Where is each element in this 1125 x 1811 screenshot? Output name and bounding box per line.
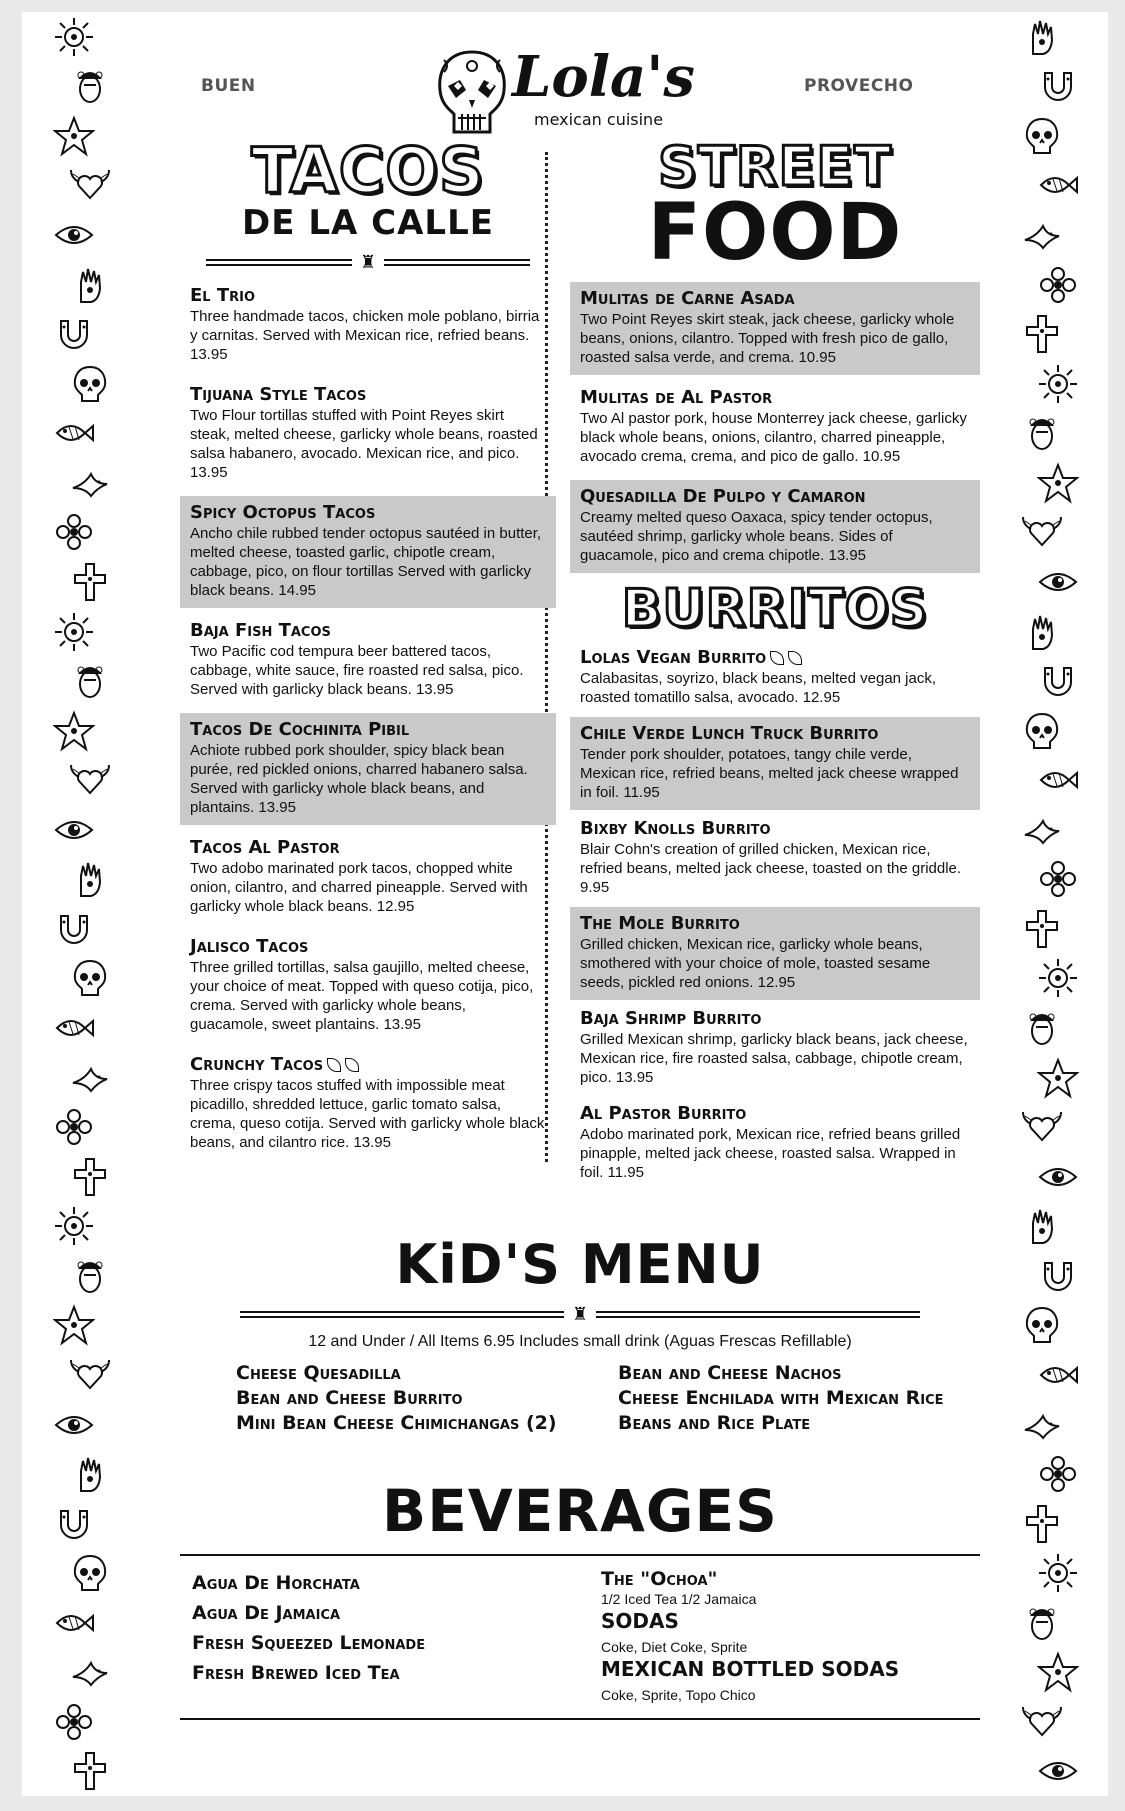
mexican-sodas-desc: Coke, Sprite, Topo Chico	[600, 1687, 756, 1703]
menu-item	[180, 1048, 556, 1160]
menu-item	[570, 641, 980, 715]
star-icon	[52, 709, 96, 753]
menu-item-description: Grilled Mexican shrimp, garlicky black beans, jack cheese, Mexican rice, fire roasted salsa, cabbage, chipotle cream, pico. 13.95	[580, 1031, 968, 1086]
right-decorative-border	[990, 12, 1108, 1796]
skull-icon	[1020, 709, 1064, 753]
hand-icon	[1020, 1205, 1064, 1249]
menu-item	[180, 279, 556, 372]
beverages-rule-top	[180, 1554, 980, 1556]
sodas-title: SODAS	[600, 1609, 679, 1633]
menu-item	[180, 713, 556, 825]
menu-item-name	[580, 1103, 970, 1125]
vegan-leaf-icon	[345, 1058, 359, 1072]
winged-heart-icon	[1020, 1105, 1064, 1149]
cross-icon	[68, 560, 112, 604]
menu-item-name	[580, 387, 970, 409]
bird-icon	[1020, 808, 1064, 852]
kids-items	[180, 1361, 980, 1436]
beverages-rule-bottom	[180, 1718, 980, 1720]
sun-icon	[1036, 362, 1080, 406]
flower-icon	[52, 511, 96, 555]
menu-item-name-text: Mulitas de Carne Asada	[580, 288, 795, 309]
flower-icon	[52, 1105, 96, 1149]
left-decorative-border	[22, 12, 140, 1796]
winged-heart-icon	[1020, 1700, 1064, 1744]
menu-item-name-text: Lolas Vegan Burrito	[580, 647, 767, 668]
skull-icon	[1020, 114, 1064, 158]
bird-icon	[1020, 213, 1064, 257]
portrait-icon	[68, 1254, 112, 1298]
menu-item-name-text: Tijuana Style Tacos	[190, 384, 367, 405]
menu-item-name	[190, 719, 546, 741]
cross-icon	[1020, 907, 1064, 951]
menu-item-name	[580, 818, 970, 840]
menu-item-name	[190, 384, 546, 406]
portrait-icon	[1020, 1006, 1064, 1050]
kids-section	[180, 1233, 980, 1436]
menu-item	[570, 717, 980, 810]
kids-note: 12 and Under / All Items 6.95 Includes small drink (Aguas Frescas Refillable)	[308, 1333, 852, 1350]
menu-item-description: Creamy melted queso Oaxaca, spicy tender octopus, sautéed shrimp, garlicky whole beans. Sides of guacamole, pico and crema chipotle. 13.95	[580, 509, 933, 564]
menu-item-description: Two adobo marinated pork tacos, chopped white onion, cilantro, and charred pineapple. Served with garlicky whole black beans. 12.95	[190, 860, 528, 915]
vegan-leaf-icon	[327, 1058, 341, 1072]
menu-item-description: Ancho chile rubbed tender octopus sautéed in butter, melted cheese, toasted garlic, chipotle cream, cabbage, pico, on flour tortillas Served with garlicky black beans. 14.95	[190, 525, 542, 599]
hand-icon	[1020, 610, 1064, 654]
tacos-section	[180, 134, 556, 1166]
bird-icon	[1020, 1403, 1064, 1447]
sun-icon	[52, 15, 96, 59]
winged-heart-icon	[68, 164, 112, 208]
flower-icon	[52, 1700, 96, 1744]
menu-item	[570, 907, 980, 1000]
kids-right-list	[598, 1361, 980, 1436]
beverage-item: Fresh Brewed Iced Tea	[192, 1662, 400, 1684]
portrait-icon	[68, 65, 112, 109]
ochoa-desc: 1/2 Iced Tea 1/2 Jamaica	[600, 1591, 757, 1607]
menu-item-name-text: Al Pastor Burrito	[580, 1103, 747, 1124]
sugar-skull-icon	[432, 46, 512, 138]
street-section	[570, 135, 980, 1192]
eye-icon	[1036, 1750, 1080, 1794]
hand-icon	[68, 858, 112, 902]
tacos-list	[180, 279, 556, 1160]
vegan-leaf-icon	[770, 651, 784, 665]
horseshoe-icon	[52, 907, 96, 951]
beverages-left-list	[180, 1568, 591, 1704]
menu-item	[570, 282, 980, 375]
menu-item	[180, 496, 556, 608]
mexican-sodas-title: MEXICAN BOTTLED SODAS	[600, 1657, 900, 1681]
menu-item-name-text: Bixby Knolls Burrito	[580, 818, 771, 839]
fish-icon	[1036, 758, 1080, 802]
cross-icon	[68, 1155, 112, 1199]
menu-item	[180, 831, 556, 924]
sun-icon	[1036, 957, 1080, 1001]
eye-icon	[52, 1403, 96, 1447]
bird-icon	[68, 1651, 112, 1695]
tacos-subtitle: DE LA CALLE	[242, 203, 494, 243]
sodas-desc: Coke, Diet Coke, Sprite	[600, 1639, 748, 1655]
horseshoe-icon	[52, 312, 96, 356]
menu-item-name	[580, 288, 970, 310]
menu-item-name	[580, 913, 970, 935]
skull-icon	[68, 957, 112, 1001]
menu-item-name-text: Spicy Octopus Tacos	[190, 502, 376, 523]
cross-icon	[68, 1750, 112, 1794]
menu-item-name	[190, 285, 546, 307]
bird-icon	[68, 1056, 112, 1100]
menu-item-name-text: The Mole Burrito	[580, 913, 740, 934]
menu-item-name-text: Tacos Al Pastor	[190, 837, 340, 858]
star-icon	[1036, 461, 1080, 505]
portrait-icon	[1020, 1601, 1064, 1645]
menu-item	[180, 378, 556, 490]
beverages-section	[180, 1477, 980, 1720]
beverages-title: BEVERAGES	[382, 1477, 778, 1545]
menu-item	[570, 1002, 980, 1095]
hand-icon	[1020, 15, 1064, 59]
horseshoe-icon	[52, 1502, 96, 1546]
fish-icon	[52, 1006, 96, 1050]
menu-item-name-text: Mulitas de Al Pastor	[580, 387, 773, 408]
menu-item-description: Two Al pastor pork, house Monterrey jack cheese, garlicky black whole beans, onions, cilantro, charred pineapple, avocado crema, crema, and pico de gallo. 10.95	[580, 410, 967, 465]
header-provecho: PROVECHO	[804, 76, 914, 96]
tacos-title: TACOS	[251, 134, 485, 207]
burritos-title: BURRITOS	[621, 579, 929, 639]
eye-icon	[52, 213, 96, 257]
star-icon	[1036, 1056, 1080, 1100]
menu-item-description: Grilled chicken, Mexican rice, garlicky whole beans, smothered with your choice of mole, toasted sesame seeds, pickled red onions. 12.95	[580, 936, 931, 991]
menu-item	[570, 381, 980, 474]
street-subtitle: FOOD	[647, 188, 903, 278]
street-title: STREET	[658, 135, 892, 198]
menu-item	[180, 614, 556, 707]
flower-icon	[1036, 1452, 1080, 1496]
menu-item-description: Achiote rubbed pork shoulder, spicy black bean purée, red pickled onions, charred habanero salsa. Served with garlicky whole black beans, and plantains. 13.95	[190, 742, 528, 816]
logo-name: Lola's	[512, 44, 695, 110]
eye-icon	[1036, 1155, 1080, 1199]
portrait-icon	[1020, 412, 1064, 456]
beverages-right-list	[591, 1568, 980, 1704]
menu-item-description: Two Flour tortillas stuffed with Point Reyes skirt steak, melted cheese, garlicky whole beans, roasted salsa habanero, avocado. Mexican rice, and pico. 13.95	[190, 407, 538, 481]
kids-menu-item: Bean and Cheese Burrito	[236, 1387, 463, 1409]
sun-icon	[52, 1205, 96, 1249]
kids-ornament-rule	[240, 1304, 920, 1325]
kids-menu-item: Cheese Enchilada with Mexican Rice	[618, 1387, 944, 1409]
menu-item-description: Adobo marinated pork, Mexican rice, refried beans grilled pinapple, melted jack cheese, roasted salsa. Wrapped in foil. 11.95	[580, 1126, 961, 1181]
star-icon	[52, 1304, 96, 1348]
kids-menu-item: Mini Bean Cheese Chimichangas (2)	[236, 1412, 557, 1434]
menu-item-description: Two Point Reyes skirt steak, jack cheese, garlicky whole beans, onions, cilantro. Topped with fresh pico de gallo, roasted salsa verde, and crema. 10.95	[580, 311, 955, 366]
menu-item	[570, 812, 980, 905]
eye-icon	[52, 808, 96, 852]
fish-icon	[1036, 164, 1080, 208]
menu-item-description: Three grilled tortillas, salsa gaujillo, melted cheese, your choice of meat. Topped with queso cotija, pico, crema. Served with garlicky whole beans, guacamole, sweet plantains. 13.95	[190, 959, 534, 1033]
kids-menu-item: Beans and Rice Plate	[618, 1412, 811, 1434]
star-icon	[52, 114, 96, 158]
logo-subtitle: mexican cuisine	[534, 110, 664, 129]
menu-item-name-text: Chile Verde Lunch Truck Burrito	[580, 723, 879, 744]
beverage-item: Fresh Squeezed Lemonade	[192, 1632, 426, 1654]
bird-icon	[68, 461, 112, 505]
beverages-items	[180, 1568, 980, 1704]
menu-item-description: Calabasitas, soyrizo, black beans, melted vegan jack, roasted tomatillo salsa, avocado. 12.95	[580, 670, 937, 706]
vegan-leaf-icon	[788, 651, 802, 665]
menu-item	[180, 930, 556, 1042]
cross-icon	[1020, 1502, 1064, 1546]
menu-item-name	[580, 486, 970, 508]
horseshoe-icon	[1036, 1254, 1080, 1298]
ornament-icon: ♜	[571, 1304, 589, 1325]
horseshoe-icon	[1036, 659, 1080, 703]
cross-icon	[1020, 312, 1064, 356]
beverage-item: Agua De Horchata	[192, 1572, 360, 1594]
winged-heart-icon	[68, 758, 112, 802]
menu-item	[570, 1097, 980, 1190]
kids-title: KiD'S MENU	[395, 1233, 765, 1296]
menu-item-description: Three crispy tacos stuffed with impossible meat picadillo, shredded lettuce, garlic tomato salsa, crema, queso cotija. Served with garlicky whole black beans, and cilantro rice. 13.95	[190, 1077, 545, 1151]
skull-icon	[1020, 1304, 1064, 1348]
ornament-icon: ♜	[359, 252, 377, 273]
skull-icon	[68, 1551, 112, 1595]
menu-item-name-text: Tacos De Cochinita Pibil	[190, 719, 410, 740]
skull-icon	[68, 362, 112, 406]
street-list	[570, 282, 980, 573]
kids-menu-item: Cheese Quesadilla	[236, 1362, 401, 1384]
horseshoe-icon	[1036, 65, 1080, 109]
eye-icon	[1036, 560, 1080, 604]
star-icon	[1036, 1651, 1080, 1695]
flower-icon	[1036, 858, 1080, 902]
menu-item-description: Blair Cohn's creation of grilled chicken, Mexican rice, refried beans, melted jack cheese, toasted on the griddle. 9.95	[580, 841, 962, 896]
fish-icon	[52, 412, 96, 456]
kids-menu-item: Bean and Cheese Nachos	[618, 1362, 842, 1384]
beverage-item: Agua De Jamaica	[192, 1602, 341, 1624]
portrait-icon	[68, 659, 112, 703]
menu-item-name	[190, 837, 546, 859]
menu-item-name	[190, 502, 546, 524]
menu-item-name-text: Quesadilla De Pulpo y Camaron	[580, 486, 866, 507]
hand-icon	[68, 1452, 112, 1496]
winged-heart-icon	[1020, 511, 1064, 555]
menu-item-name-text: Baja Fish Tacos	[190, 620, 331, 641]
hand-icon	[68, 263, 112, 307]
kids-left-list	[180, 1361, 598, 1436]
menu-item-name-text: Baja Shrimp Burrito	[580, 1008, 762, 1029]
menu-item-name-text: Crunchy Tacos	[190, 1054, 324, 1075]
menu-item-name	[190, 936, 546, 958]
menu-item-name	[580, 1008, 970, 1030]
sun-icon	[52, 610, 96, 654]
winged-heart-icon	[68, 1353, 112, 1397]
flower-icon	[1036, 263, 1080, 307]
ochoa-name: The "Ochoa"	[600, 1568, 718, 1590]
tacos-ornament-rule	[206, 252, 530, 273]
fish-icon	[1036, 1353, 1080, 1397]
menu-item-description: Three handmade tacos, chicken mole poblano, birria y carnitas. Served with Mexican rice, refried beans. 13.95	[190, 308, 540, 363]
fish-icon	[52, 1601, 96, 1645]
menu-item-description: Tender pork shoulder, potatoes, tangy chile verde, Mexican rice, refried beans, melted jack cheese wrapped in foil. 11.95	[580, 746, 959, 801]
header-buen: BUEN	[201, 76, 256, 96]
burritos-list	[570, 641, 980, 1190]
menu-item-name	[580, 647, 970, 669]
sun-icon	[1036, 1551, 1080, 1595]
menu-page	[22, 12, 1108, 1796]
menu-item-name-text: El Trio	[190, 285, 256, 306]
menu-item-name	[190, 620, 546, 642]
menu-item-description: Two Pacific cod tempura beer battered tacos, cabbage, white sauce, fire roasted red salsa, pico. Served with garlicky black beans. 13.95	[190, 643, 524, 698]
menu-item-name	[190, 1054, 546, 1076]
menu-item	[570, 480, 980, 573]
menu-item-name	[580, 723, 970, 745]
menu-item-name-text: Jalisco Tacos	[190, 936, 309, 957]
logo	[432, 42, 702, 142]
